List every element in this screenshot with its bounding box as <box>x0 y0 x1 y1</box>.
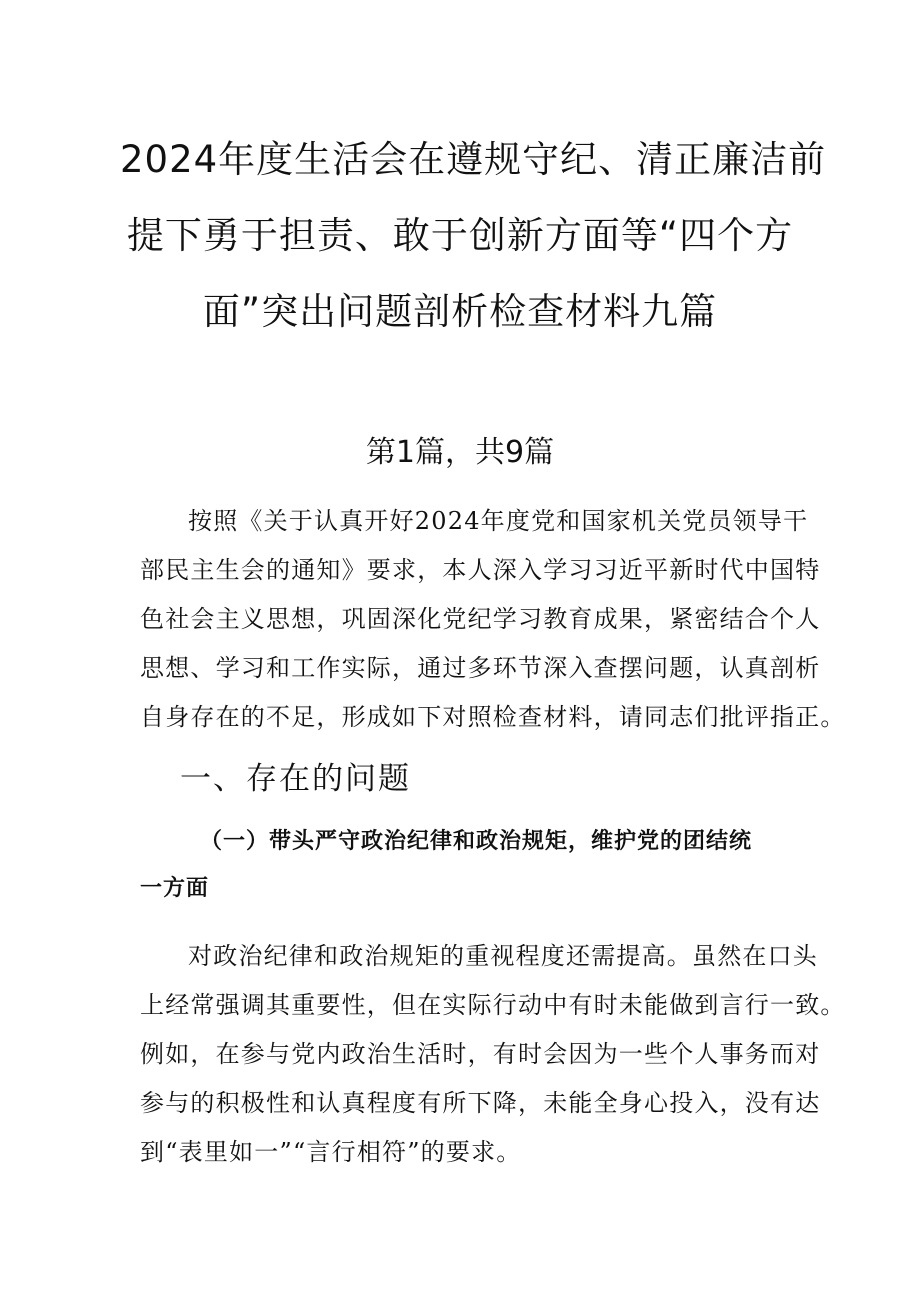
paragraph-line: 对政治纪律和政治规矩的重视程度还需提高。虽然在口头 <box>188 942 818 970</box>
paragraph-line: 按照《关于认真开好2024年度党和国家机关党员领导干 <box>188 507 809 535</box>
paragraph-line: 上经常强调其重要性，但在实际行动中有时未能做到言行一致。 <box>140 991 846 1019</box>
document-title <box>120 122 827 350</box>
subsection-heading <box>140 818 800 912</box>
part-indicator: 第1篇，共9篇 <box>365 435 555 470</box>
title-line: 2024年度生活会在遵规守纪、清正廉洁前 <box>120 138 827 181</box>
body-paragraph <box>140 932 846 1177</box>
paragraph-line: 部民主生会的通知》要求，本人深入学习习近平新时代中国特 <box>140 556 821 584</box>
intro-paragraph <box>140 497 846 742</box>
paragraph-line: 例如，在参与党内政治生活时，有时会因为一些个人事务而对 <box>140 1040 821 1068</box>
title-line: 提下勇于担责、敢于创新方面等“四个方 <box>126 214 794 257</box>
paragraph-line: 自身存在的不足，形成如下对照检查材料，请同志们批评指正。 <box>140 703 846 731</box>
subsection-line: （一）带头严守政治纪律和政治规矩，维护党的团结统 <box>200 828 753 854</box>
paragraph-line: 到“表里如一”“言行相符”的要求。 <box>140 1138 522 1166</box>
paragraph-line: 参与的积极性和认真程度有所下降，未能全身心投入，没有达 <box>140 1089 821 1117</box>
paragraph-line: 色社会主义思想，巩固深化党纪学习教育成果，紧密结合个人 <box>140 605 821 633</box>
section-heading: 一、存在的问题 <box>180 761 411 797</box>
title-line: 面”突出问题剖析检查材料九篇 <box>202 290 718 333</box>
paragraph-line: 思想、学习和工作实际，通过多环节深入查摆问题，认真剖析 <box>140 654 821 682</box>
subsection-line: 一方面 <box>140 875 210 901</box>
